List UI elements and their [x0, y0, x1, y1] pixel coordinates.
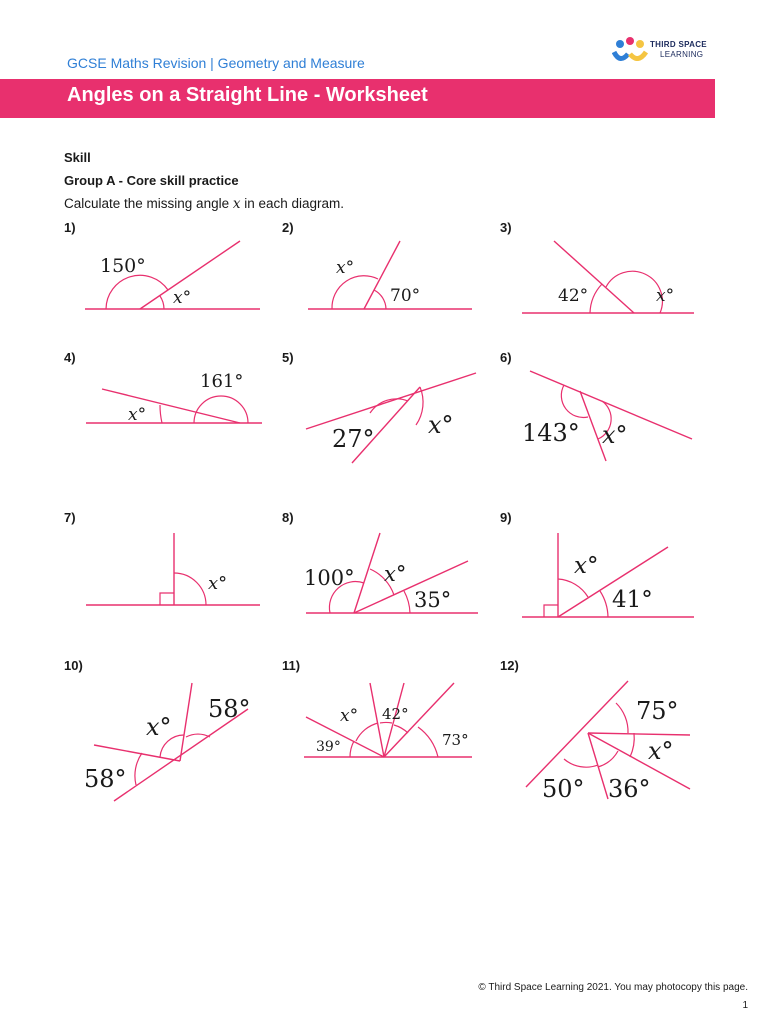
question-number-1: 1)	[64, 220, 76, 235]
label-6-a: 143°	[522, 419, 580, 447]
label-9-b: 41°	[612, 587, 653, 613]
question-number-6: 6)	[500, 350, 512, 365]
question-number-9: 9)	[500, 510, 512, 525]
label-8-b: x°	[384, 562, 407, 586]
brand-logo	[612, 36, 742, 66]
label-4-a: 161°	[200, 371, 244, 392]
diagram-4	[80, 365, 270, 440]
title-bar	[0, 79, 715, 118]
diagram-8	[300, 525, 490, 620]
page-title: Angles on a Straight Line - Worksheet	[67, 84, 428, 106]
diagram-3	[518, 235, 698, 320]
label-3-a: 42°	[558, 286, 589, 306]
label-12-a: 75°	[636, 697, 679, 725]
brand-name-second: LEARNING	[660, 50, 704, 59]
copyright-footer: © Third Space Learning 2021. You may photocopy this page.	[478, 982, 748, 993]
group-heading: Group A - Core skill practice	[64, 173, 239, 188]
label-5-b: x°	[428, 411, 454, 439]
question-number-7: 7)	[64, 510, 76, 525]
diagram-11	[300, 675, 490, 765]
diagram-1	[80, 235, 270, 320]
diagram-10	[80, 675, 280, 805]
label-4-b: x°	[128, 405, 147, 425]
brand-name: THIRD SPACE	[650, 40, 707, 49]
skill-heading: Skill	[64, 150, 91, 165]
label-10-a: x°	[146, 713, 172, 741]
label-11-a: x°	[340, 706, 359, 726]
label-1-b: x°	[173, 288, 192, 308]
question-number-11: 11)	[282, 658, 301, 673]
diagram-5	[300, 365, 490, 465]
diagram-7	[80, 525, 270, 615]
label-9-a: x°	[574, 553, 599, 579]
label-12-b: x°	[648, 737, 674, 765]
instruction-before: Calculate the missing angle	[64, 196, 233, 211]
label-8-a: 100°	[304, 566, 355, 590]
label-2-a: x°	[336, 258, 355, 278]
instruction-text	[64, 196, 344, 212]
question-number-2: 2)	[282, 220, 294, 235]
diagram-2	[300, 235, 480, 320]
instruction-variable: x	[232, 196, 241, 212]
label-5-a: 27°	[332, 425, 375, 453]
label-3-b: x°	[656, 286, 675, 306]
question-number-8: 8)	[282, 510, 294, 525]
label-8-c: 35°	[414, 588, 452, 612]
diagram-9	[518, 525, 698, 625]
label-6-b: x°	[602, 421, 628, 449]
question-number-10: 10)	[64, 658, 83, 673]
label-12-c: 50°	[542, 775, 585, 803]
instruction-after: in each diagram.	[240, 196, 345, 211]
label-1-a: 150°	[100, 255, 146, 277]
label-12-d: 36°	[608, 775, 651, 803]
label-11-b: 42°	[382, 705, 409, 723]
worksheet-subtitle: GCSE Maths Revision | Geometry and Measure	[67, 55, 365, 71]
logo-icon	[612, 36, 648, 66]
diagram-12	[518, 675, 708, 810]
question-number-12: 12)	[500, 658, 519, 673]
label-10-b: 58°	[208, 695, 251, 723]
question-number-5: 5)	[282, 350, 294, 365]
label-2-b: 70°	[390, 286, 421, 306]
label-11-c: 39°	[316, 739, 341, 755]
label-11-d: 73°	[442, 731, 469, 749]
label-7-a: x°	[208, 573, 228, 594]
diagram-6	[518, 365, 698, 465]
question-number-4: 4)	[64, 350, 76, 365]
question-number-3: 3)	[500, 220, 512, 235]
page-number: 1	[742, 1000, 748, 1011]
label-10-c: 58°	[84, 765, 127, 793]
